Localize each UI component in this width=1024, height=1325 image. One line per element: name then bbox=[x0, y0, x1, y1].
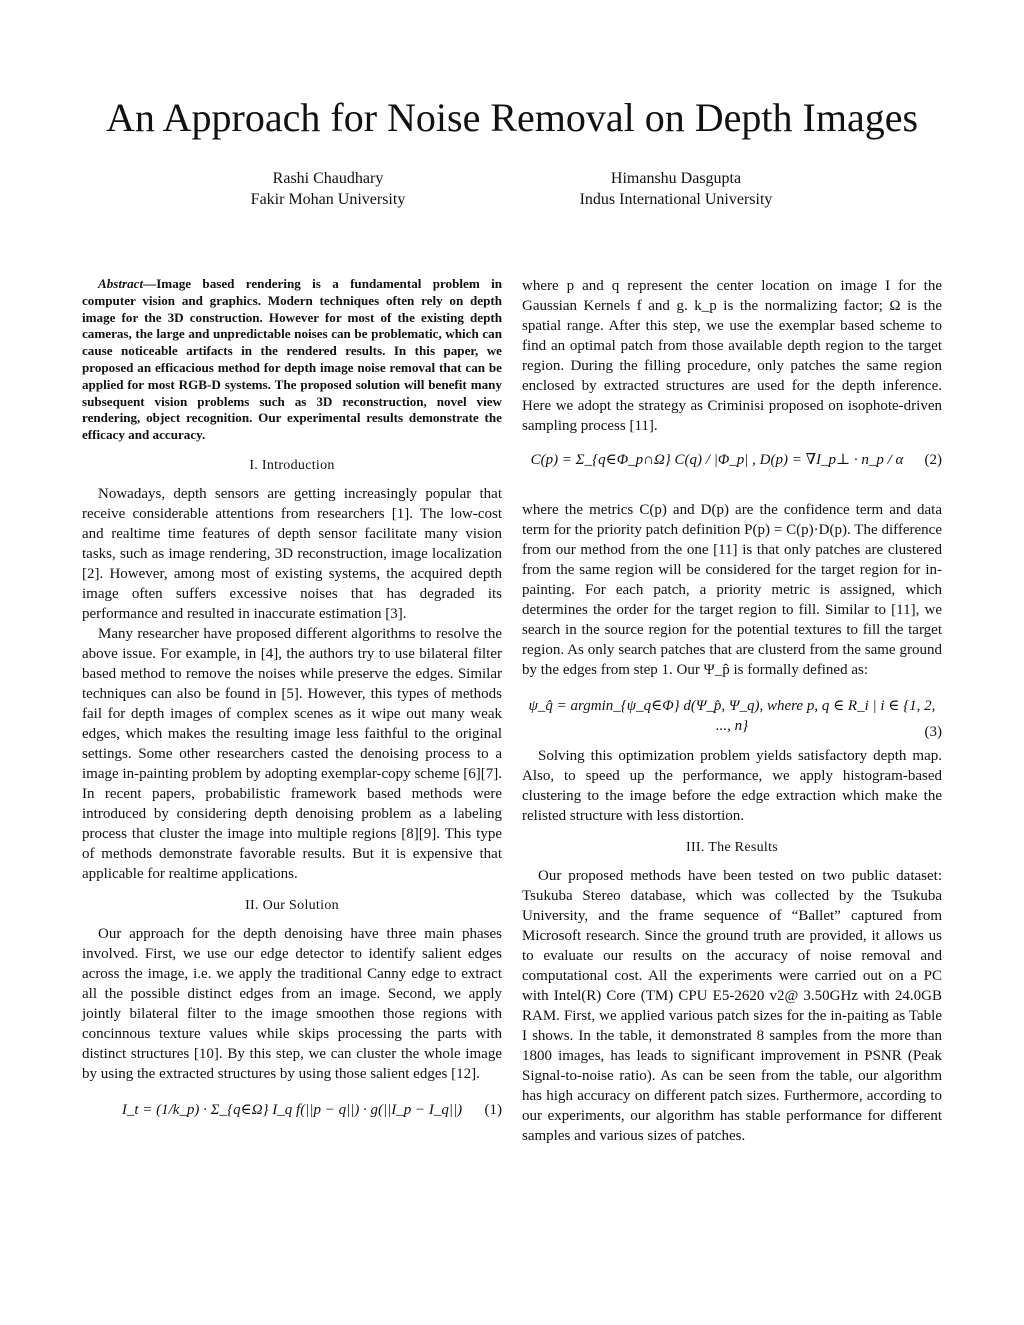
equation-3-number: (3) bbox=[924, 724, 942, 740]
right-column bbox=[522, 276, 942, 1146]
abstract-text: —Image based rendering is a fundamental problem in computer vision and graphics. Modern techniques often rely on depth image for the 3D construction. However for most of the existing depth cameras, the large and unpredictable noises can be problematic, which can cause noticeable artifacts in the rendered results. In this paper, we proposed an efficacious method for depth image noise removal that can be applied for most RGB-D systems. The proposed solution will benefit many subsequent vision problems such as 3D reconstruction, novel view rendering, object recognition. Our experimental results demonstrate the efficacy and accuracy. bbox=[82, 276, 502, 443]
equation-2 bbox=[522, 450, 942, 494]
results-paragraph-1: Our proposed methods have been tested on two public dataset: Tsukuba Stereo database, which was collected by the Tsukuba University, and the frame sequence of “Ballet” captured from Microsoft research. Since the ground truth are provided, it allows us to evaluate our results on the accuracy of noise removal and computational cost. All the experiments were carried out on a PC with Intel(R) Core (TM) CPU E5-2620 v2@ 3.50GHz with 24.0GB RAM. First, we applied various patch sizes for the in-paiting as Table I shows. In the table, it demonstrated 8 samples from the more than 1800 images, has leads to significant improvement in PSNR (Peak Signal-to-noise ratio). As can be seen from the table, our algorithm has high accuracy on different patch sizes. Furthermore, according to our experiments, our algorithm has stable performance for different samples and various sizes of patches. bbox=[522, 868, 942, 1144]
abstract-label: Abstract bbox=[98, 276, 144, 291]
equation-3 bbox=[522, 696, 942, 742]
intro-paragraph-2: Many researcher have proposed different algorithms to resolve the above issue. For example, in [4], the authors try to use bilateral filter based method to remove the noises while preserve the edges. Similar techniques can also be found in [5]. However, this types of methods fail for depth images of complex scenes as it wipe out many weak edges, which makes the resulting image less faithful to the original settings. Some other researchers casted the denoising process to a image in-painting problem by adopting exemplar-copy scheme [6][7]. In recent papers, probabilistic framework based methods were introduced by considering depth denoising problem as a labeling process that cluster the image into multiple regions [8][9]. This type of methods demonstrate favorable results. But it is expensive that applicable for realtime applications. bbox=[82, 625, 502, 882]
author-name: Rashi Chaudhary bbox=[272, 170, 384, 187]
author-affiliation: Indus International University bbox=[579, 191, 773, 208]
equation-1-number: (1) bbox=[484, 1101, 502, 1118]
author-2 bbox=[556, 168, 796, 210]
solution-paragraph-1: Our approach for the depth denoising have three main phases involved. First, we use our edge detector to identify salient edges across the image, i.e. we apply the traditional Canny edge to extract all the possible distinct edges from an image. Second, we apply jointly bilateral filter to the image smoothen those regions with concinnous texture values while skips processing the parts with distinct structures [10]. By this step, we can cluster the whole image by using the extracted structures by using those salient edges [12]. bbox=[82, 925, 502, 1082]
abstract bbox=[82, 276, 502, 444]
paper-title: An Approach for Noise Removal on Depth Images bbox=[105, 95, 919, 140]
right-paragraph-2: where the metrics C(p) and D(p) are the confidence term and data term for the priority patch definition P(p) = C(p)·D(p). The difference from our method from the one [11] is that only patches are clustered from the same region will be considered for the target region for in-painting. For each patch, a priority metric is assigned, which determines the order for the target region to fill. Similar to [11], we search in the source region for the potential textures to fill the target region. As only search patches that are clusterd from the same ground by the edges from step 1. Our Ψ_p̂ is formally defined as: bbox=[522, 502, 942, 678]
right-paragraph-3: Solving this optimization problem yields satisfactory depth map. Also, to speed up the performance, we apply histogram-based clustering to the image before the edge extraction which make the relisted structure with less distortion. bbox=[522, 748, 942, 824]
right-paragraph-1: where p and q represent the center location on image I for the Gaussian Kernels f and g. k_p is the normalizing factor; Ω is the spatial range. After this step, we use the exemplar based scheme to find an optimal patch from those available depth region to the target region. During the filling procedure, only patches the same region enclosed by extracted structures are used for the depth inference. Here we adopt the strategy as Criminisi proposed on isophote-driven sampling process [11]. bbox=[522, 278, 942, 434]
author-affiliation: Fakir Mohan University bbox=[250, 191, 406, 208]
section-heading-introduction: I. Introduction bbox=[249, 457, 335, 473]
author-1 bbox=[228, 168, 428, 210]
equation-1-body: I_t = (1/k_p) · Σ_{q∈Ω} I_q f(||p − q||) · g(||I_p − I_q||) bbox=[121, 1101, 463, 1118]
equation-1 bbox=[82, 1100, 502, 1144]
equation-2-body: C(p) = Σ_{q∈Φ_p∩Ω} C(q) / |Φ_p| , D(p) = ∇I_p⊥ · n_p / α bbox=[530, 452, 904, 468]
equation-2-number: (2) bbox=[924, 452, 942, 468]
section-heading-results: III. The Results bbox=[685, 840, 779, 855]
equation-3-body: ψ_q̂ = argmin_{ψ_q∈Φ} d(Ψ_p̂, Ψ_q), where p, q ∈ R_i | i ∈ {1, 2, ..., n} bbox=[528, 698, 936, 734]
section-heading-our-solution: II. Our Solution bbox=[245, 897, 339, 913]
left-column bbox=[82, 276, 502, 1144]
author-name: Himanshu Dasgupta bbox=[610, 170, 742, 187]
intro-paragraph-1: Nowadays, depth sensors are getting increasingly popular that receive considerable attentions from researchers [1]. The low-cost and realtime time features of depth sensor facilitate many vision tasks, such as image rendering, 3D reconstruction, image localization [2]. However, among most of existing systems, the acquired depth image often suffers excessive noises that has degraded its performance and resulted in inaccurate estimation [3]. bbox=[82, 485, 502, 622]
